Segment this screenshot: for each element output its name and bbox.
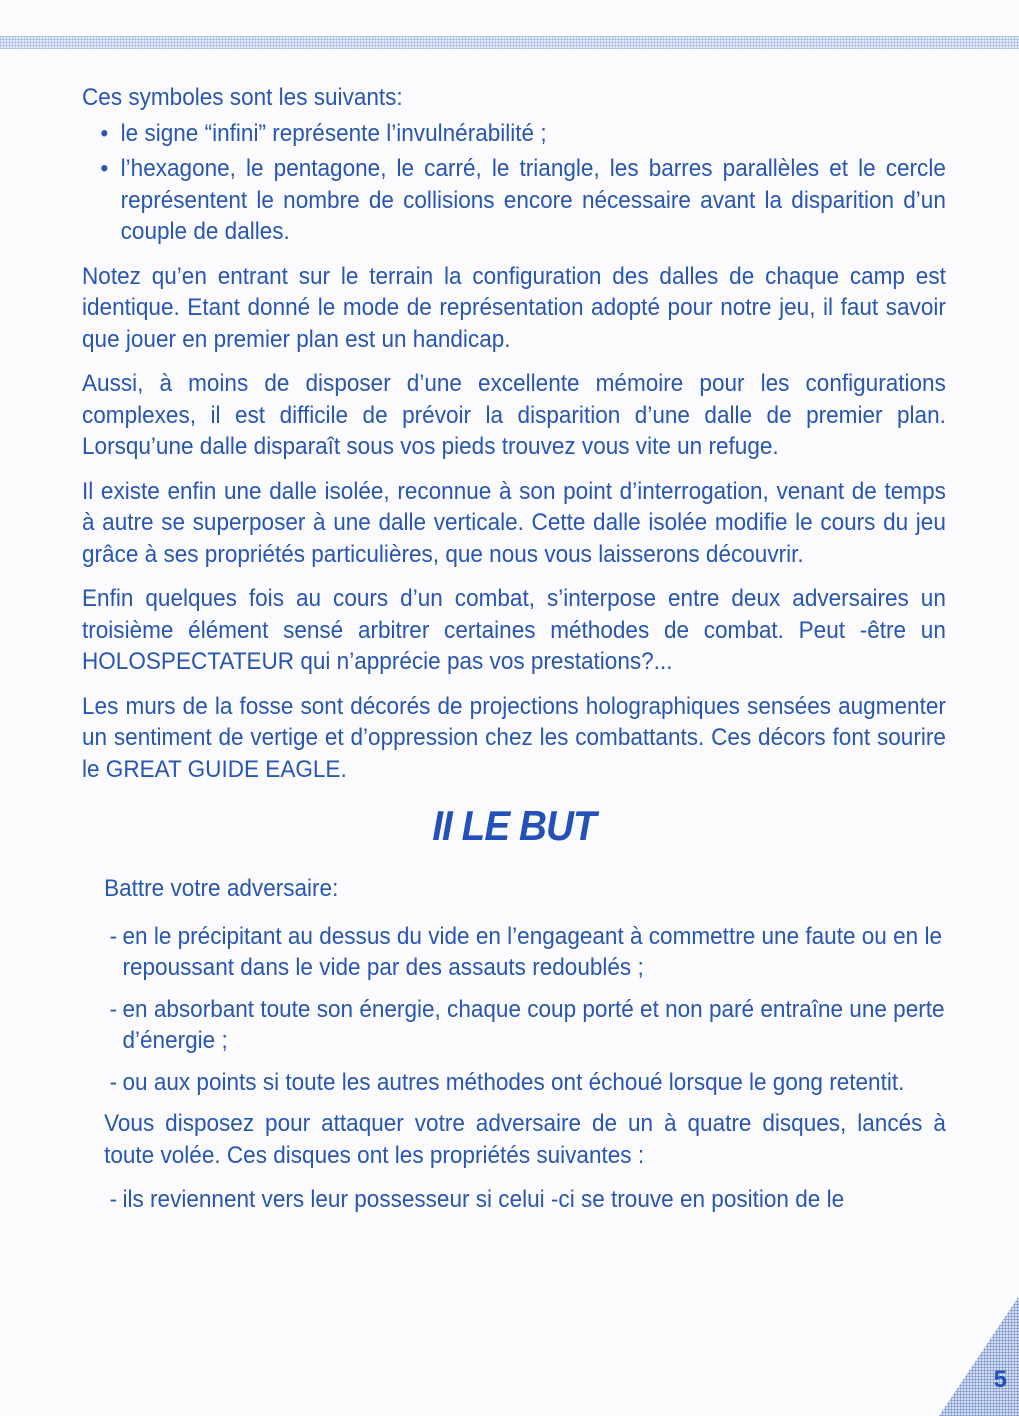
dash-marker: - bbox=[109, 1186, 118, 1213]
paragraph-memoire: Aussi, à moins de disposer d’une excellente mémoire pour les configurations complexes, il est difficile de prévoir la disparition d’une dalle de premier plan. Lorsqu’une dalle disparaît sous vos pieds trouvez vous vite un refuge. bbox=[82, 370, 946, 460]
disque-property-text: ils reviennent vers leur possesseur si celui -ci se trouve en position de le bbox=[122, 1186, 845, 1213]
page-content bbox=[82, 82, 946, 1226]
page-number: 5 bbox=[993, 1366, 1007, 1393]
bullet-marker: • bbox=[100, 119, 109, 147]
paragraph-holospectateur: Enfin quelques fois au cours d’un combat, s’interpose entre deux adversaires un troisième élément sensé arbitrer certaines méthodes de combat. Peut -être un HOLOSPECTATEUR qui n’apprécie pas vos prestations?... bbox=[82, 585, 946, 675]
top-decorative-band bbox=[0, 36, 1019, 49]
list-item bbox=[82, 153, 946, 248]
list-item bbox=[82, 118, 946, 150]
method-points: ou aux points si toute les autres méthodes ont échoué lorsque le gong retentit. bbox=[122, 1068, 905, 1096]
methods-list bbox=[82, 921, 946, 1099]
symbol-shapes-text: l’hexagone, le pentagone, le carré, le triangle, les barres parallèles et le cercle représentent le nombre de collisions encore nécessaire avant la disparition d’un couple de dalles. bbox=[120, 155, 946, 245]
dash-marker: - bbox=[109, 922, 118, 950]
section-intro: Battre votre adversaire: bbox=[104, 875, 339, 902]
bullet-marker: • bbox=[100, 155, 109, 182]
paragraph-dalle-isolee: Il existe enfin une dalle isolée, reconnue à son point d’interrogation, venant de temps à autre se superposer à une dalle verticale. Cette dalle isolée modifie le cours du jeu grâce à ses propriétés particulières, que nous vous laisserons découvrir. bbox=[82, 477, 946, 568]
list-item bbox=[82, 1184, 946, 1216]
method-energie: en absorbant toute son énergie, chaque coup porté et non paré entraîne une perte d’énergie ; bbox=[122, 995, 945, 1054]
list-item bbox=[82, 1067, 946, 1099]
paragraph-disques: Vous disposez pour attaquer votre adversaire de un à quatre disques, lancés à toute volée. Ces disques ont les propriétés suivantes : bbox=[104, 1110, 946, 1169]
dash-marker: - bbox=[109, 1068, 118, 1096]
dash-marker: - bbox=[109, 995, 118, 1023]
paragraph-murs: Les murs de la fosse sont décorés de projections holographiques sensées augmenter un sentiment de vertige et d’oppression chez les combattants. Ces décors font sourire le GREAT GUIDE EAGLE. bbox=[82, 692, 946, 783]
corner-decoration bbox=[939, 1296, 1019, 1416]
method-precipitant: en le précipitant au dessus du vide en l’engageant à commettre une faute ou en le repoussant dans le vide par des assauts redoublés ; bbox=[122, 922, 942, 981]
symbols-intro: Ces symboles sont les suivants: bbox=[82, 84, 403, 111]
section-heading: II LE BUT bbox=[432, 802, 596, 849]
list-item bbox=[82, 921, 946, 984]
list-item bbox=[82, 994, 946, 1057]
symbol-infini-text: le signe “infini” représente l’invulnérabilité ; bbox=[120, 119, 547, 147]
paragraph-configuration: Notez qu’en entrant sur le terrain la configuration des dalles de chaque camp est identique. Etant donné le mode de représentation adopté pour notre jeu, il faut savoir que jouer en premier plan est un handicap. bbox=[82, 262, 946, 353]
disques-list bbox=[82, 1184, 946, 1216]
symbols-list bbox=[82, 118, 946, 248]
